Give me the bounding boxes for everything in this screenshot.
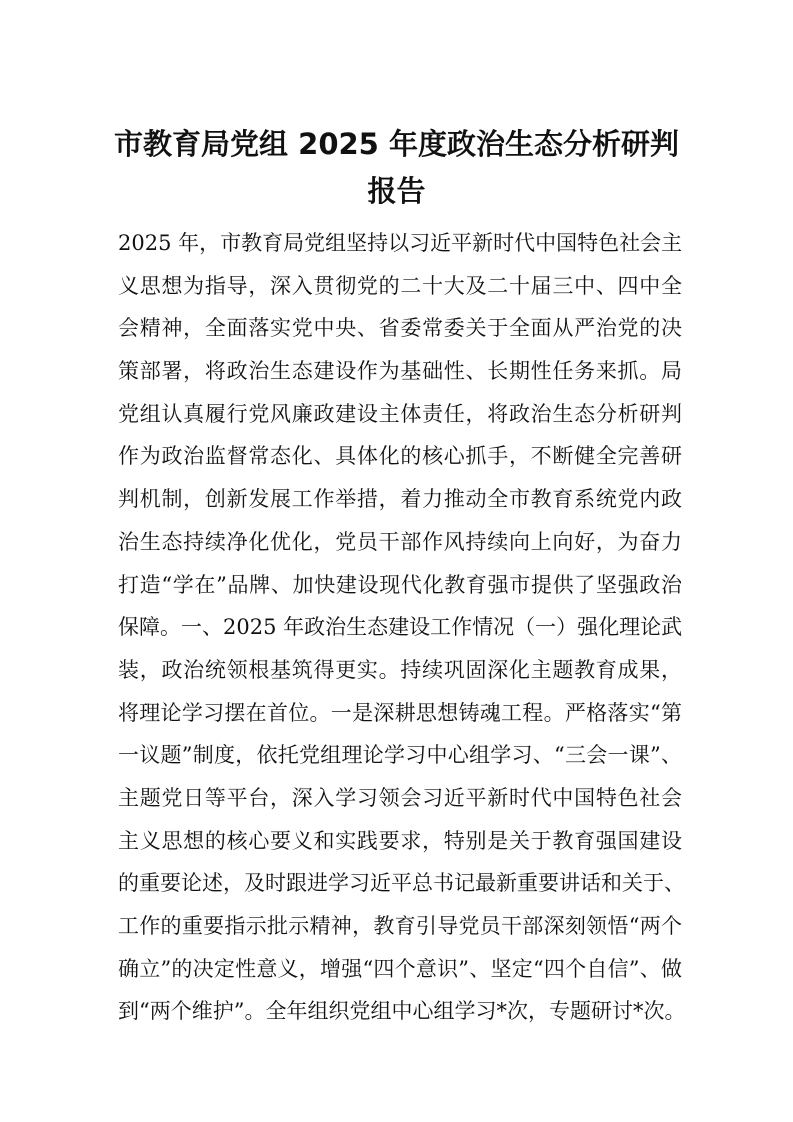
body-line: 主题党日等平台，深入学习领会习近平新时代中国特色社会 [118,785,682,810]
body-line: 义思想为指导，深入贯彻党的二十大及二十届三中、四中全 [118,273,682,298]
document-title-line-1: 市教育局党组 2025 年度政治生态分析研判 [114,127,679,161]
document-body [118,222,686,1033]
body-line: 党组认真履行党风廉政建设主体责任，将政治生态分析研判 [118,401,682,426]
body-line: 工作的重要指示批示精神，教育引导党员干部深刻领悟“两个 [118,914,682,938]
body-line: 装，政治统领根基筑得更实。持续巩固深化主题教育成果， [118,657,682,682]
document-title-line-2: 报告 [367,174,426,208]
body-line: 2025 年，市教育局党组坚持以习近平新时代中国特色社会主 [118,231,683,255]
body-line: 策部署，将政治生态建设作为基础性、长期性任务来抓。局 [118,359,682,384]
body-line: 一议题”制度，依托党组理论学习中心组学习、“三会一课”、 [118,743,682,768]
body-line: 确立”的决定性意义，增强“四个意识”、坚定“四个自信”、做 [118,956,682,981]
body-line: 作为政治监督常态化、具体化的核心抓手，不断健全完善研 [118,444,682,469]
body-line: 会精神，全面落实党中央、省委常委关于全面从严治党的决 [118,316,682,341]
body-line: 判机制，创新发展工作举措，着力推动全市教育系统党内政 [118,487,682,512]
body-line: 的重要论述，及时跟进学习近平总书记最新重要讲话和关于、 [118,871,685,896]
body-line: 将理论学习摆在首位。一是深耕思想铸魂工程。严格落实“第 [118,700,682,725]
body-line: 主义思想的核心要义和实践要求，特别是关于教育强国建设 [118,828,682,853]
body-line: 到“两个维护”。全年组织党组中心组学习*次，专题研讨*次。 [118,999,686,1024]
body-line: 治生态持续净化优化，党员干部作风持续向上向好，为奋力 [118,529,682,554]
body-line: 打造“学在”品牌、加快建设现代化教育强市提供了坚强政治 [118,572,682,597]
body-line: 保障。一、2025 年政治生态建设工作情况（一）强化理论武 [118,615,683,640]
